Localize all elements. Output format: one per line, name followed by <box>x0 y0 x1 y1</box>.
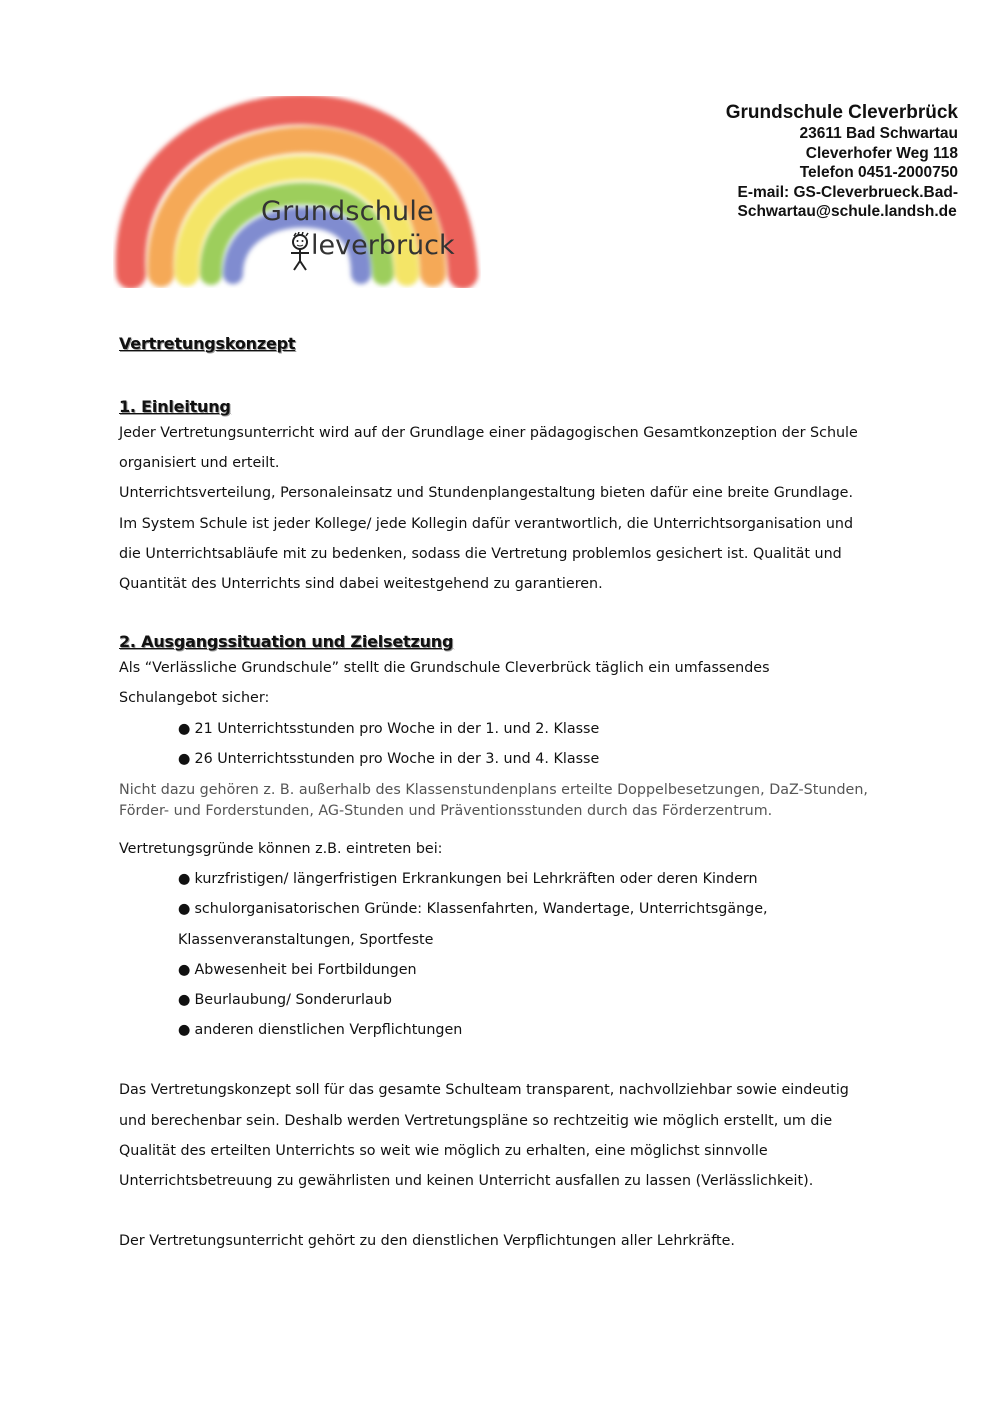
bullet-icon: ● <box>178 992 191 1009</box>
list-item: ● 26 Unterrichtsstunden pro Woche in der 3. und 4. Klasse <box>178 750 600 767</box>
list-item-continuation: Klassenveranstaltungen, Sportfeste <box>178 931 434 948</box>
bullet-icon: ● <box>178 1022 191 1039</box>
school-name: Grundschule Cleverbrück <box>725 102 958 123</box>
list-item: ● 21 Unterrichtsstunden pro Woche in der 1. und 2. Klasse <box>178 720 600 737</box>
section1-line: Quantität des Unterrichts sind dabei weitestgehend zu garantieren. <box>119 576 603 593</box>
goal-line: Unterrichtsbetreuung zu gewährlisten und keinen Unterricht ausfallen zu lassen (Verlässlichkeit). <box>119 1173 814 1190</box>
reasons-list <box>119 864 919 1045</box>
list-item: ● anderen dienstlichen Verpflichtungen <box>178 1022 463 1039</box>
logo-text-line2: leverbrück <box>311 230 455 261</box>
goal-line: Qualität des erteilten Unterrichts so weit wie möglich zu erhalten, eine möglichst sinnvolle <box>119 1142 768 1159</box>
goal-line: Das Vertretungskonzept soll für das gesamte Schulteam transparent, nachvollziehbar sowie eindeutig <box>119 1082 849 1099</box>
note-line: Nicht dazu gehören z. B. außerhalb des Klassenstundenplans erteilte Doppelbesetzungen, DaZ-Stunden, <box>119 782 868 799</box>
bullet-icon: ● <box>178 750 191 767</box>
list-item: ● Abwesenheit bei Fortbildungen <box>178 961 417 978</box>
school-phone: Telefon 0451-2000750 <box>799 164 958 181</box>
school-email <box>737 183 958 222</box>
list-item: ● kurzfristigen/ längerfristigen Erkrankungen bei Lehrkräften oder deren Kindern <box>178 871 758 888</box>
bullet-icon: ● <box>178 720 191 737</box>
goal-line: und berechenbar sein. Deshalb werden Vertretungspläne so rechtzeitig wie möglich erstellt, um die <box>119 1112 833 1129</box>
hours-list <box>119 714 919 774</box>
bullet-icon: ● <box>178 871 191 888</box>
bullet-icon: ● <box>178 961 191 978</box>
section1-line: organisiert und erteilt. <box>119 455 280 472</box>
section1-line: Unterrichtsverteilung, Personaleinsatz und Stundenplangestaltung bieten dafür eine breite Grundlage. <box>119 485 853 502</box>
document-body <box>119 334 919 1256</box>
section1-line: die Unterrichtsabläufe mit zu bedenken, sodass die Vertretung problemlos gesichert ist. Qualität und <box>119 545 842 562</box>
reasons-intro: Vertretungsgründe können z.B. eintreten bei: <box>119 841 443 858</box>
bullet-icon: ● <box>178 901 191 918</box>
list-item: ● schulorganisatorischen Gründe: Klassenfahrten, Wandertage, Unterrichtsgänge, <box>178 901 768 918</box>
school-street: Cleverhofer Weg 118 <box>805 144 958 162</box>
duty-line: Der Vertretungsunterricht gehört zu den dienstlichen Verpflichtungen aller Lehrkräfte. <box>119 1233 735 1250</box>
school-logo <box>113 96 481 288</box>
section1-line: Jeder Vertretungsunterricht wird auf der Grundlage einer pädagogischen Gesamtkonzeption der Schule <box>119 425 858 441</box>
section1-line: Im System Schule ist jeder Kollege/ jede Kollegin dafür verantwortlich, die Unterrichtsorganisation und <box>119 515 854 532</box>
school-email-line2: Schwartau@schule.landsh.de <box>737 203 957 220</box>
school-address <box>726 102 958 222</box>
list-item: ● Beurlaubung/ Sonderurlaub <box>178 992 392 1009</box>
section1-heading: 1. Einleitung <box>119 397 231 416</box>
section2-heading: 2. Ausgangssituation und Zielsetzung <box>119 632 454 652</box>
section2-intro: Als “Verlässliche Grundschule” stellt die Grundschule Cleverbrück täglich ein umfassendes <box>119 660 770 677</box>
school-city: 23611 Bad Schwartau <box>799 125 958 142</box>
document-title: Vertretungskonzept <box>119 334 296 353</box>
logo-text-line1: Grundschule <box>261 196 434 227</box>
note-line: Förder- und Forderstunden, AG-Stunden und Präventionsstunden durch das Förderzentrum. <box>119 803 773 820</box>
school-email-line1: E-mail: GS-Cleverbrueck.Bad- <box>737 183 958 201</box>
section2-intro: Schulangebot sicher: <box>119 690 270 707</box>
